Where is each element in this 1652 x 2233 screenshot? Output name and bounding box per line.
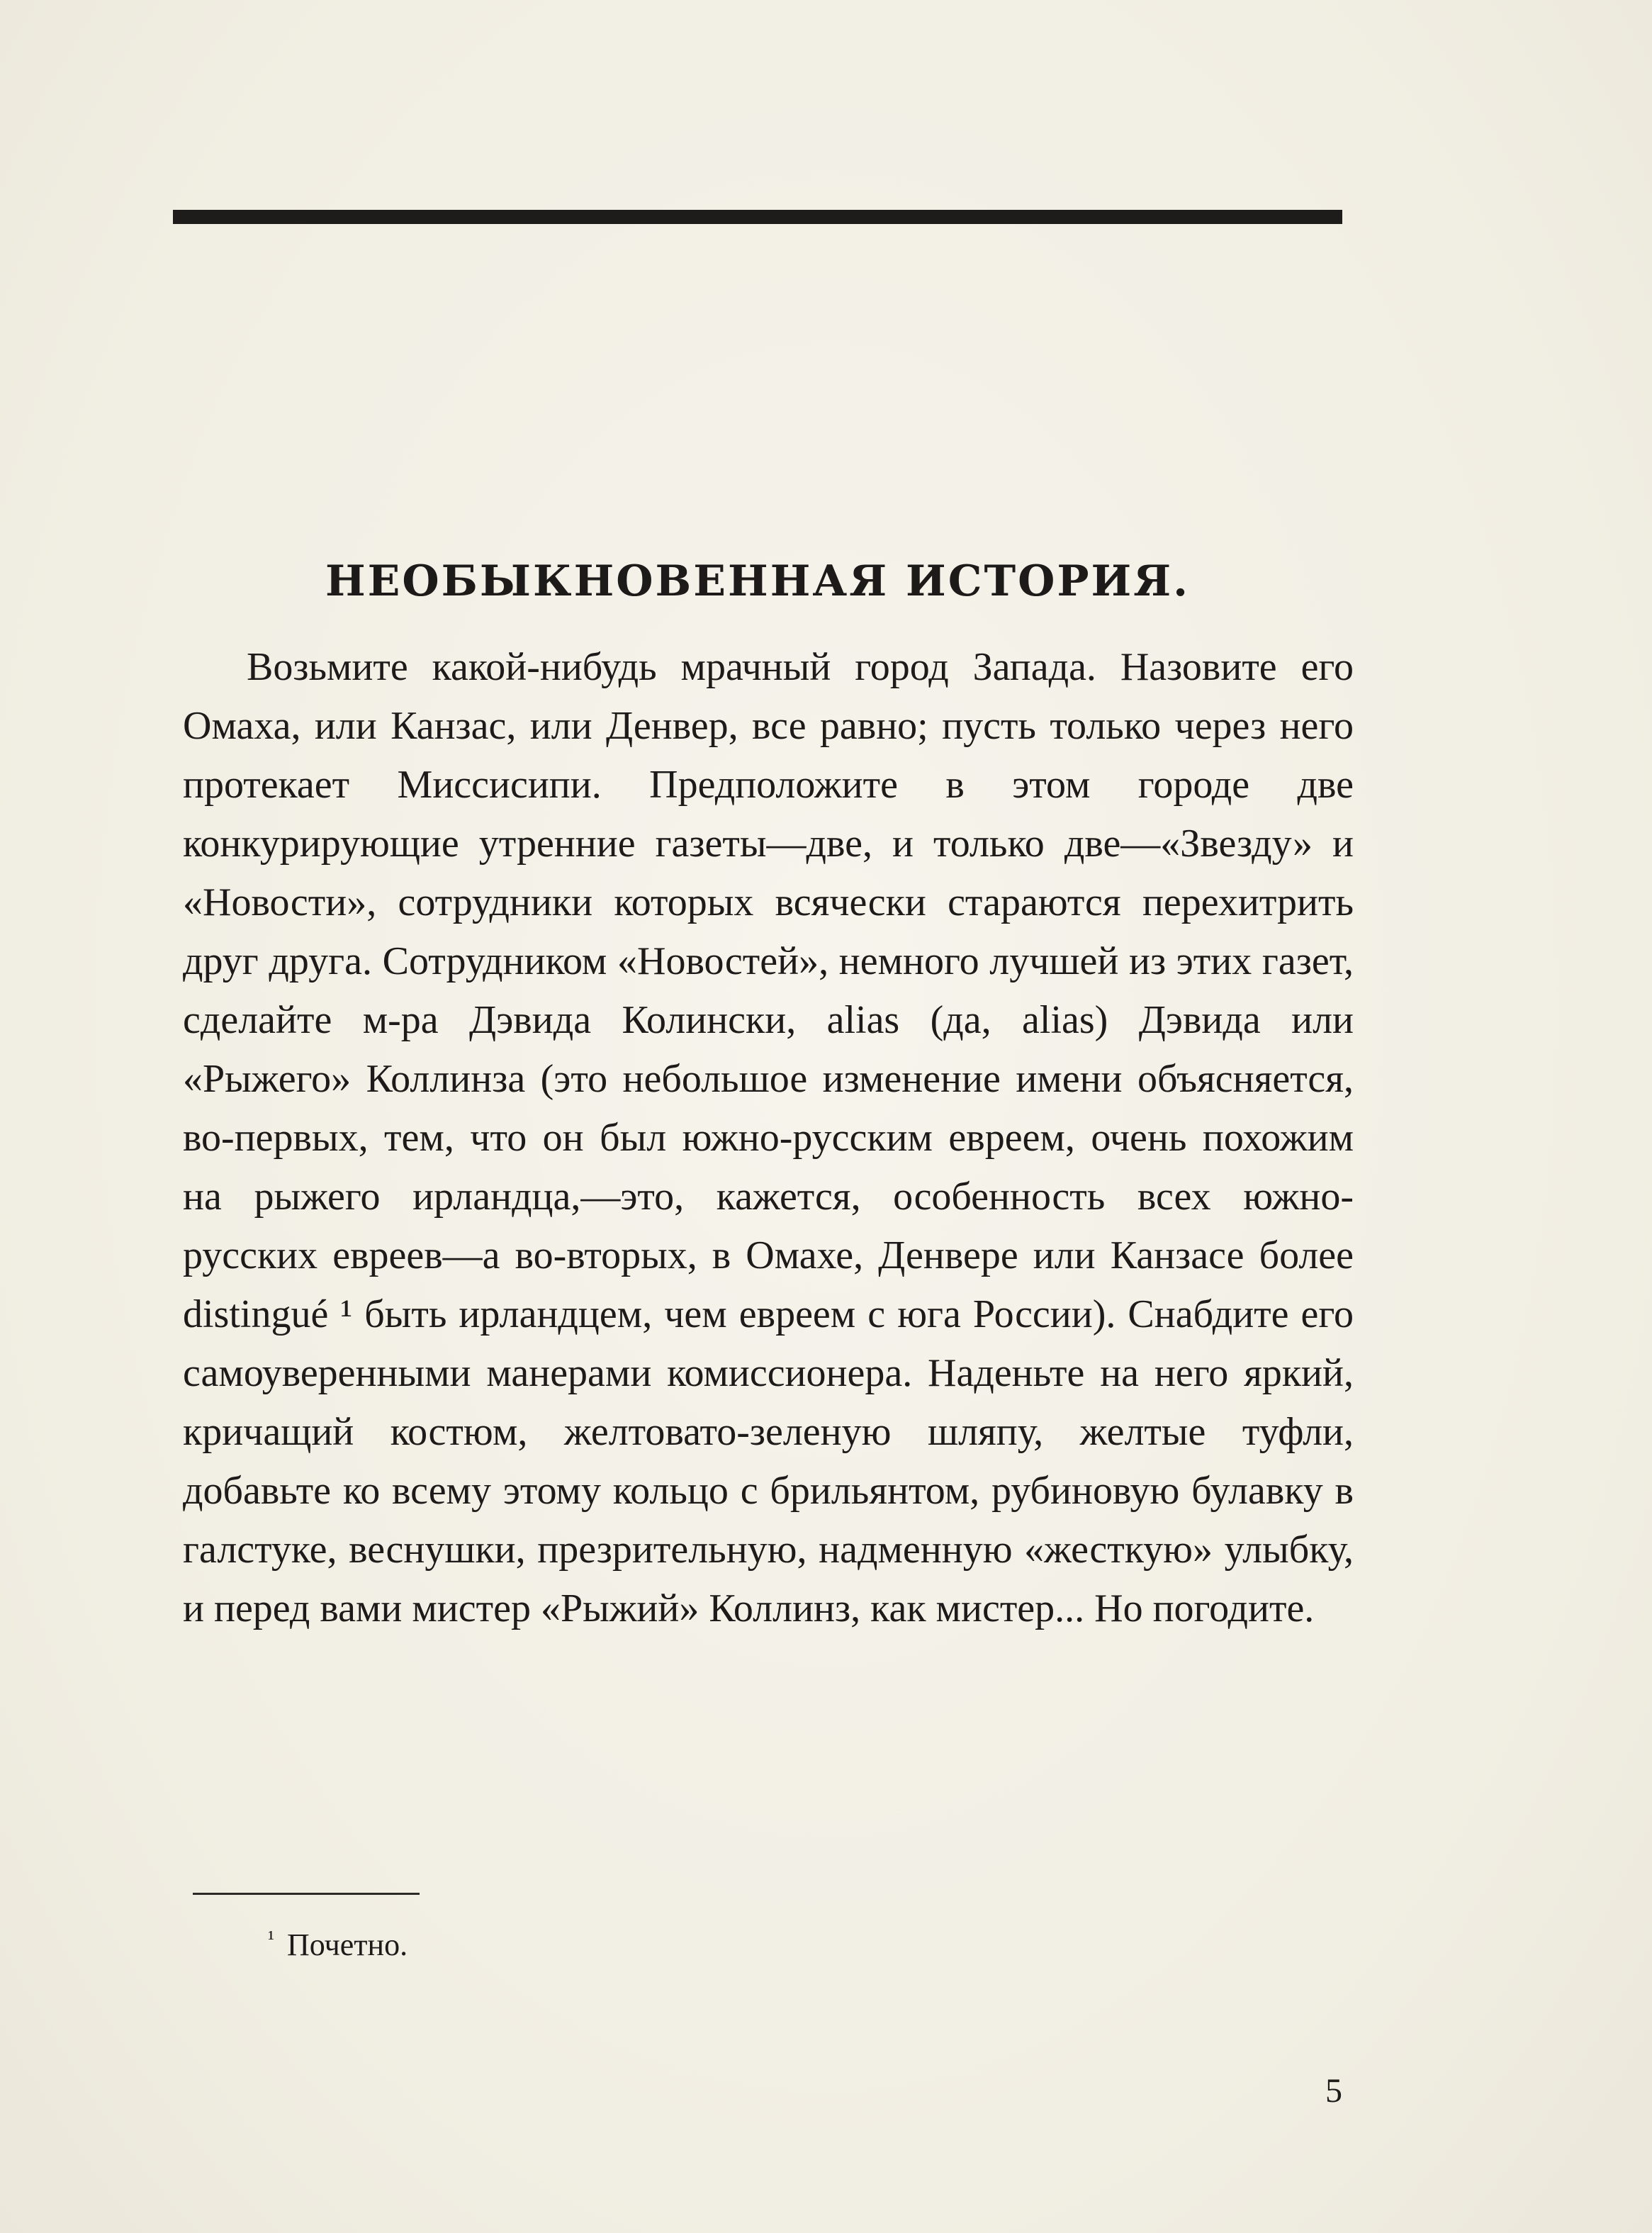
footnote-marker: ¹ [268, 1927, 274, 1950]
footnote [268, 1918, 408, 1966]
footnote-text: Почетно. [287, 1927, 408, 1962]
top-rule [173, 210, 1342, 224]
page-title: НЕОБЫКНОВЕННАЯ ИСТОРИЯ. [325, 556, 1191, 606]
footnote-divider [193, 1893, 420, 1895]
page-number: 5 [1325, 2072, 1342, 2110]
body-paragraph: Возьмите какой-нибудь мрачный город Запада. Назовите его Омаха, или Канзас, или Денвер, все равно; пусть только через него протекает Миссисипи. Предположите в этом городе две конкурирующие утренние газеты—две, и только две—«Звезду» и «Новости», сотрудники которых всячески стараются перехитрить друг друга. Сотрудником «Новостей», немного лучшей из этих газет, сделайте м-ра Дэвида Колински, alias (да, alias) Дэвида или «Рыжего» Коллинза (это небольшое изменение имени объясняется, во-первых, тем, что он был южно-русским евреем, очень похожим на рыжего ирландца,—это, кажется, особенность всех южно-русских евреев—а во-вторых, в Омахе, Денвере или Канзасе более distingué ¹ быть ирландцем, чем евреем с юга России). Снабдите его самоуверенными манерами комиссионера. Наденьте на него яркий, кричащий костюм, желтовато-зеленую шляпу, желтые туфли, добавьте ко всему этому кольцо с брильянтом, рубиновую булавку в галстуке, веснушки, презрительную, надменную «жесткую» улыбку, и перед вами мистер «Рыжий» Коллинз, как мистер... Но погодите. [183, 645, 1354, 1630]
